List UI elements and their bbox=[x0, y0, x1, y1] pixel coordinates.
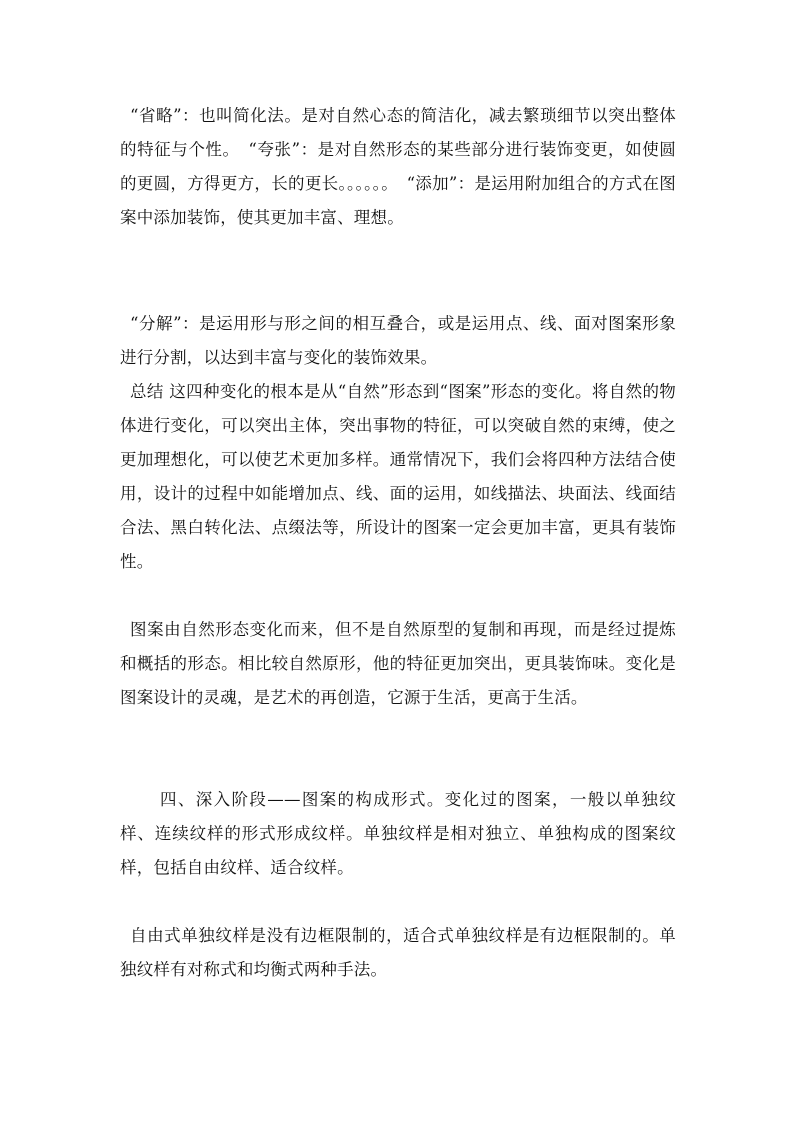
paragraph-decomposition: “分解”：是运用形与形之间的相互叠合，或是运用点、线、面对图案形象进行分割，以达到丰富与变化的装饰效果。 bbox=[120, 314, 676, 367]
paragraph-transformation-methods: “省略”：也叫简化法。是对自然心态的简洁化，减去繁琐细节以突出整体的特征与个性。 “夸张”：是对自然形态的某些部分进行装饰变更，如使圆的更圆，方得更方，长的更长。。。。。。 “添加”：是运用附加组合的方式在图案中添加装饰，使其更加丰富、理想。 bbox=[120, 106, 676, 227]
paragraph-single-pattern-types: 自由式单独纹样是没有边框限制的，适合式单独纹样是有边框限制的。单独纹样有对称式和均衡式两种手法。 bbox=[120, 926, 676, 979]
paragraph-section-four: 四、深入阶段——图案的构成形式。变化过的图案，一般以单独纹样、连续纹样的形式形成纹样。单独纹样是相对独立、单独构成的图案纹样，包括自由纹样、适合纹样。 bbox=[120, 790, 676, 877]
paragraph-summary: 总结 这四种变化的根本是从“自然”形态到“图案”形态的变化。将自然的物体进行变化，可以突出主体，突出事物的特征，可以突破自然的束缚，使之更加理想化，可以使艺术更加多样。通常情况下，我们会将四种方法结合使用，设计的过程中如能增加点、线、面的运用，如线描法、块面法、线面结合法、黑白转化法、点缀法等，所设计的图案一定会更加丰富，更具有装饰性。 bbox=[120, 382, 676, 571]
paragraph-pattern-origin: 图案由自然形态变化而来，但不是自然原型的复制和再现，而是经过提炼和概括的形态。相比较自然原形，他的特征更加突出，更具装饰味。变化是图案设计的灵魂，是艺术的再创造，它源于生活，更高于生活。 bbox=[120, 620, 676, 707]
